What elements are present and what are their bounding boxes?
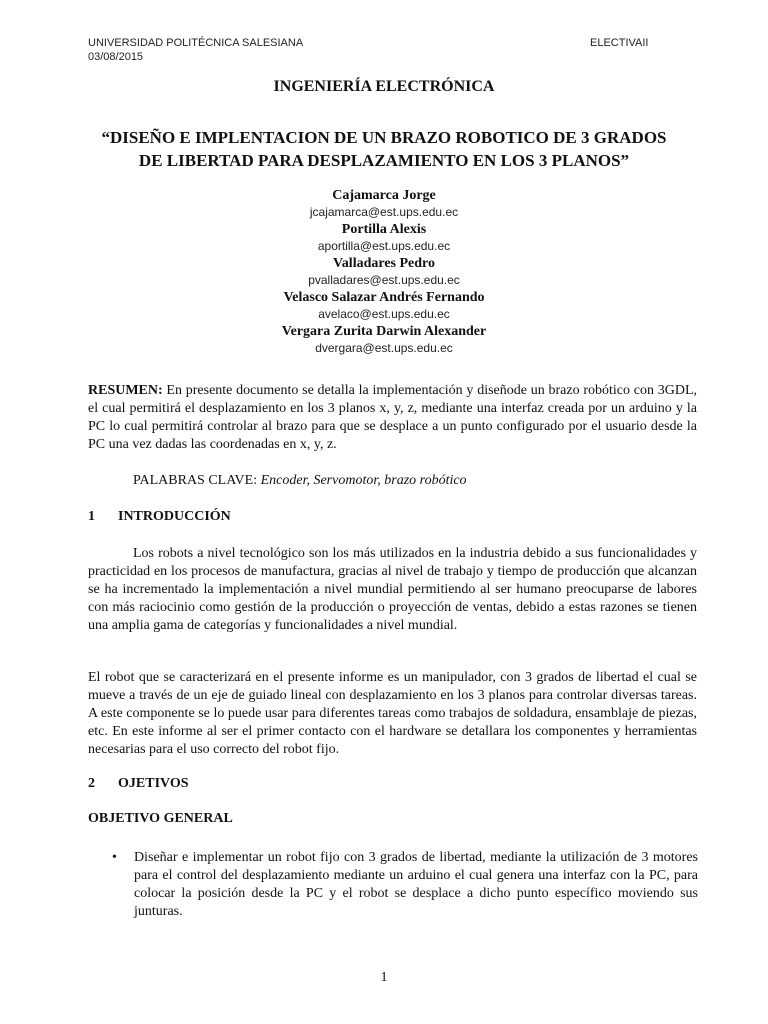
- section-title: INTRODUCCIÓN: [118, 509, 231, 524]
- abstract-text: En presente documento se detalla la implementación y diseñode un brazo robótico con 3GDL, el cual permitirá el desplazamiento en los 3 planos x, y, z, mediante una interfaz creada por un arduino y la PC lo cual permitirá controlar al brazo para que se desplace a un punto configurado por el usuario desde la PC una vez dadas las coordenadas en x, y, z.: [88, 383, 697, 452]
- author-name: Cajamarca Jorge: [332, 188, 436, 203]
- header-university: UNIVERSIDAD POLITÉCNICA SALESIANA: [88, 37, 304, 49]
- intro-paragraph-2: El robot que se caracterizará en el presente informe es un manipulador, con 3 grados de libertad el cual se mueve a través de un eje de guiado lineal con desplazamiento en los 3 planos para controlar diversas tareas. A este componente se lo puede usar para diferentes tareas como trabajos de soldadura, ensamblaje de piezas, etc. En este informe al ser el primer contacto con el hardware se detallara los componentes y herramientas necesarias para el uso correcto del robot fijo.: [88, 670, 697, 757]
- header-course: ELECTIVAII: [590, 37, 649, 49]
- header-date: 03/08/2015: [88, 51, 144, 63]
- author-list: [0, 187, 768, 357]
- keywords-text: Encoder, Servomotor, brazo robótico: [260, 473, 467, 488]
- author-name: Valladares Pedro: [332, 256, 436, 271]
- intro-paragraph-1: Los robots a nivel tecnológico son los más utilizados en la industria debido a sus funcionalidades y practicidad en los procesos de manufactura, gracias al nivel de trabajo y tiempo de producción que alcanzan se ha incrementado la implementación a nivel mundial permitiendo al ser humano preocuparse de labores con más raciocinio como gestión de la producción o proyección de ventas, debido a estas razones se tienen una amplia gama de categorías y funcionalidades a nivel mundial.: [88, 546, 697, 633]
- author-name: Velasco Salazar Andrés Fernando: [283, 290, 485, 305]
- section-number: 2: [88, 776, 95, 791]
- paper-title-line2: DE LIBERTAD PARA DESPLAZAMIENTO EN LOS 3 PLANOS”: [138, 151, 630, 170]
- department-title: INGENIERÍA ELECTRÓNICA: [273, 78, 495, 95]
- author-email: aportilla@est.ups.edu.ec: [317, 239, 451, 253]
- section-title: OJETIVOS: [118, 776, 189, 791]
- subsection-heading-general-objective: OBJETIVO GENERAL: [88, 811, 233, 826]
- author-email: pvalladares@est.ups.edu.ec: [308, 273, 460, 287]
- author-name: Portilla Alexis: [341, 222, 427, 237]
- abstract-paragraph: [88, 382, 697, 454]
- section-heading-objectives: [88, 776, 189, 792]
- abstract-label: RESUMEN:: [88, 383, 163, 398]
- keywords-separator: :: [253, 473, 261, 488]
- paper-title: [0, 126, 768, 172]
- author-email: jcajamarca@est.ups.edu.ec: [309, 205, 459, 219]
- author-email: avelaco@est.ups.edu.ec: [318, 307, 450, 321]
- objective-bullet-text: Diseñar e implementar un robot fijo con 3 grados de libertad, mediante la utilización de 3 motores para el control del desplazamiento mediante un arduino el cual genera una interfaz con la PC, para colocar la posición desde la PC y el robot se desplace a dicho punto específico moviendo sus junturas.: [134, 850, 698, 919]
- paper-title-line1: “DISEÑO E IMPLENTACION DE UN BRAZO ROBOTICO DE 3 GRADOS: [101, 128, 667, 147]
- section-number: 1: [88, 509, 95, 524]
- objective-bullet-item: [112, 849, 698, 921]
- keywords-label: PALABRAS CLAVE: [133, 473, 254, 488]
- section-heading-introduction: [88, 509, 231, 525]
- keywords-line: [133, 473, 467, 489]
- author-email: dvergara@est.ups.edu.ec: [315, 341, 453, 355]
- bullet-icon: •: [112, 850, 117, 865]
- author-name: Vergara Zurita Darwin Alexander: [281, 324, 487, 339]
- page-number: 1: [380, 970, 388, 985]
